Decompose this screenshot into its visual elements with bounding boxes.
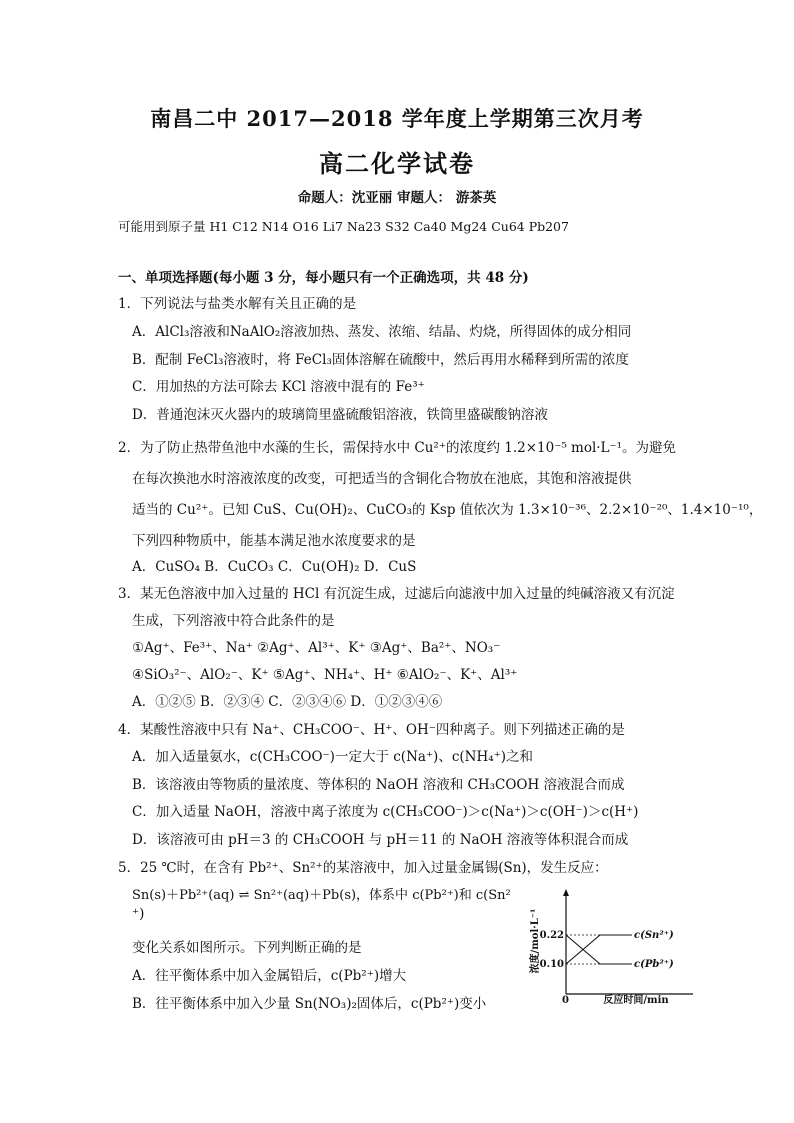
question-4: 4．某酸性溶液中只有 Na⁺、CH₃COO⁻、H⁺、OH⁻四种离子。则下列描述正确的是 [118,722,625,738]
option-1b: B．配制 FeCl₃溶液时，将 FeCl₃固体溶解在硫酸中，然后再用水稀释到所需的浓度 [132,352,629,368]
question-3-line2: 生成，下列溶液中符合此条件的是 [132,613,335,629]
option-1d: D．普通泡沫灭火器内的玻璃筒里盛硫酸铝溶液，铁筒里盛碳酸钠溶液 [132,407,548,423]
option-5a: A．往平衡体系中加入金属铅后，c(Pb²⁺)增大 [132,968,407,984]
question-3-line4: ④SiO₃²⁻、AlO₂⁻、K⁺ ⑤Ag⁺、NH₄⁺、H⁺ ⑥AlO₂⁻、K⁺、Al³⁺ [132,667,518,683]
exam-title: 南昌二中 2017—2018 学年度上学期第三次月考 [150,106,644,131]
question-3-line3: ①Ag⁺、Fe³⁺、Na⁺ ②Ag⁺、Al³⁺、K⁺ ③Ag⁺、Ba²⁺、NO₃⁻ [132,640,501,656]
y-axis-arrow [563,889,569,896]
options-2: A．CuSO₄ B．CuCO₃ C．Cu(OH)₂ D．CuS [132,559,417,575]
y-tick-010: 0.10 [539,959,564,970]
question-5: 5．25 ℃时，在含有 Pb²⁺、Sn²⁺的某溶液中，加入过量金属锡(Sn)，发生反应： [118,860,608,876]
options-3: A．①②⑤ B．②③④ C．②③④⑥ D．①②③④⑥ [132,694,443,710]
option-4c: C．加入适量 NaOH，溶液中离子浓度为 c(CH₃COO⁻)＞c(Na⁺)＞c(OH⁻)＞c(H⁺) [132,804,639,820]
chart-xlabel: 反应时间/min [603,995,669,1004]
curve-pb [566,935,632,964]
option-4a: A．加入适量氨水，c(CH₃COO⁻)一定大于 c(Na⁺)、c(NH₄⁺)之和 [132,749,534,765]
question-5-line3: 变化关系如图所示。下列判断正确的是 [132,940,362,956]
chart-ylabel: 浓度/mol·L⁻¹ [530,908,541,974]
concentration-chart [528,886,698,1004]
question-1: 1．下列说法与盐类水解有关且正确的是 [118,296,357,312]
option-1c: C．用加热的方法可除去 KCl 溶液中混有的 Fe³⁺ [132,379,425,395]
question-3: 3．某无色溶液中加入过量的 HCl 有沉淀生成，过滤后向滤液中加入过量的纯碱溶液又有沉淀 [118,586,675,602]
curve-sn [566,935,632,964]
question-2: 2．为了防止热带鱼池中水藻的生长，需保持水中 Cu²⁺的浓度约 1.2×10⁻⁵ mol·L⁻¹。为避免 [118,440,677,456]
label-pb: c(Pb²⁺) [634,959,674,970]
option-4d: D．该溶液可由 pH＝3 的 CH₃COOH 与 pH＝11 的 NaOH 溶液等体积混合而成 [132,832,629,848]
section-heading: 一、单项选择题(每小题 3 分，每小题只有一个正确选项，共 48 分) [118,270,529,286]
y-tick-022: 0.22 [539,930,564,941]
atomic-masses: 可能用到原子量 H1 C12 N14 O16 Li7 Na23 S32 Ca40 Mg24 Cu64 Pb207 [118,219,569,234]
question-5-reaction: Sn(s)＋Pb²⁺(aq) ⇌ Sn²⁺(aq)＋Pb(s)，体系中 c(Pb²⁺)和 c(Sn² [132,888,511,903]
exam-subtitle: 高二化学试卷 [319,149,475,178]
question-2-line4: 下列四种物质中，能基本满足池水浓度要求的是 [132,533,416,549]
origin-label: 0 [562,995,569,1004]
authors: 命题人：沈亚丽 审题人： 游茶英 [297,190,497,206]
option-1a: A．AlCl₃溶液和NaAlO₂溶液加热、蒸发、浓缩、结晶、灼烧，所得固体的成分相同 [132,324,632,340]
option-4b: B．该溶液由等物质的量浓度、等体积的 NaOH 溶液和 CH₃COOH 溶液混合而成 [132,777,625,793]
question-5-wrap: ⁺) [132,906,145,922]
option-5b: B．往平衡体系中加入少量 Sn(NO₃)₂固体后，c(Pb²⁺)变小 [132,996,487,1012]
question-2-line3: 适当的 Cu²⁺。已知 CuS、Cu(OH)₂、CuCO₃的 Ksp 值依次为 1.3×10⁻³⁶、2.2×10⁻²⁰、1.4×10⁻¹⁰， [132,502,763,518]
label-sn: c(Sn²⁺) [634,930,674,941]
question-2-line2: 在每次换池水时溶液浓度的改变，可把适当的含铜化合物放在池底，其饱和溶液提供 [132,471,632,487]
